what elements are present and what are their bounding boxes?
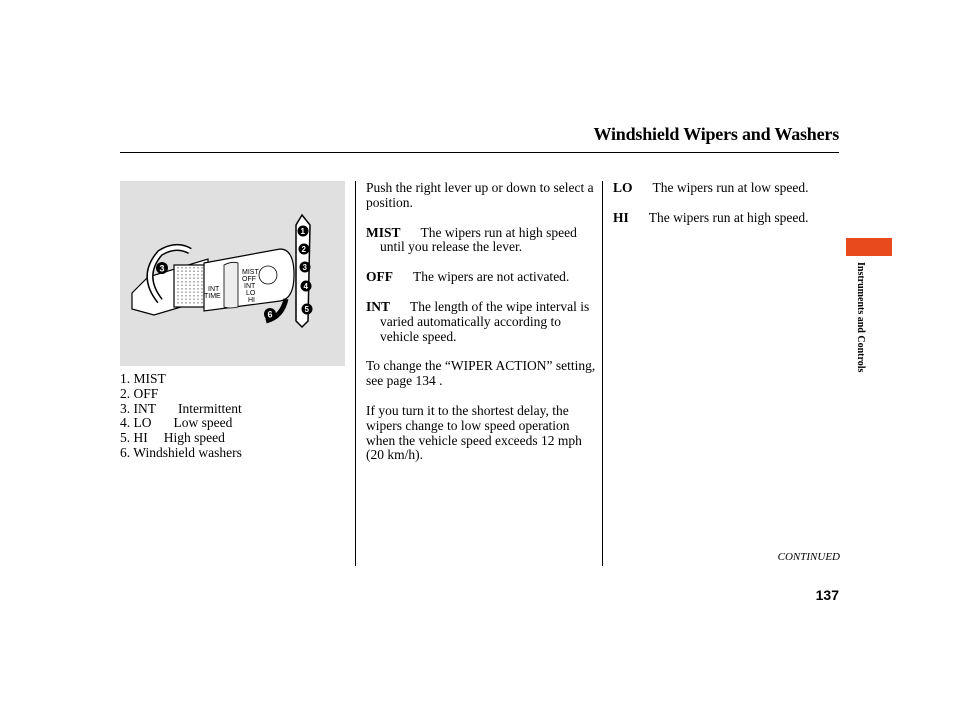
shortest-delay-text: If you turn it to the shortest delay, the wipers change to low speed operation when the vehicle speed exceeds 12 mph (20 km/h). (366, 402, 582, 463)
lever-label-mist: MIST (242, 269, 259, 276)
callout-3b: 3 (302, 263, 307, 272)
wiper-action-text: To change the “WIPER ACTION” setting, see page 134 . (366, 358, 596, 389)
callout-4: 4 (303, 282, 308, 291)
legend-item: 2. OFF (120, 385, 159, 401)
callout-1: 1 (300, 227, 305, 236)
callout-2: 2 (301, 245, 306, 254)
column-divider (602, 181, 603, 566)
lever-label-int: INT (244, 283, 256, 290)
callout-5: 5 (304, 305, 309, 314)
callout-6: 6 (267, 309, 273, 320)
section-label: Instruments and Controls (855, 262, 866, 373)
knob-label-int: INT (208, 286, 220, 293)
right-column (613, 181, 841, 241)
hi-entry: HI The wipers run at high speed. (613, 209, 809, 225)
lo-entry: LO The wipers run at low speed. (613, 180, 809, 195)
header-rule (120, 152, 839, 153)
wiper-lever-figure (120, 181, 345, 366)
legend-item: 1. MIST (120, 371, 166, 386)
mist-entry: MIST The wipers run at high speed until you release the lever. (366, 224, 577, 255)
legend-item: 3. INT Intermittent (120, 400, 242, 416)
legend-item: 6. Windshield washers (120, 444, 242, 460)
column-divider (355, 181, 356, 566)
lever-label-lo: LO (246, 290, 256, 297)
middle-column (366, 181, 598, 478)
page-number: 137 (815, 587, 839, 603)
continued-label: CONTINUED (777, 551, 840, 563)
wiper-lever-illustration (120, 181, 345, 366)
figure-legend (120, 372, 242, 461)
int-entry: INT The length of the wipe interval is varied automatically according to vehicle speed. (366, 298, 590, 344)
section-tab (846, 238, 892, 256)
lever-label-off: OFF (242, 276, 256, 283)
lever-label-hi: HI (248, 297, 255, 304)
callout-3: 3 (159, 263, 165, 274)
off-entry: OFF The wipers are not activated. (366, 269, 570, 285)
legend-item: 4. LO Low speed (120, 415, 233, 431)
legend-item: 5. HI High speed (120, 430, 225, 446)
knob-label-time: TIME (204, 293, 221, 300)
intro-text: Push the right lever up or down to select a position. (366, 180, 594, 210)
page-title: Windshield Wipers and Washers (593, 124, 839, 144)
